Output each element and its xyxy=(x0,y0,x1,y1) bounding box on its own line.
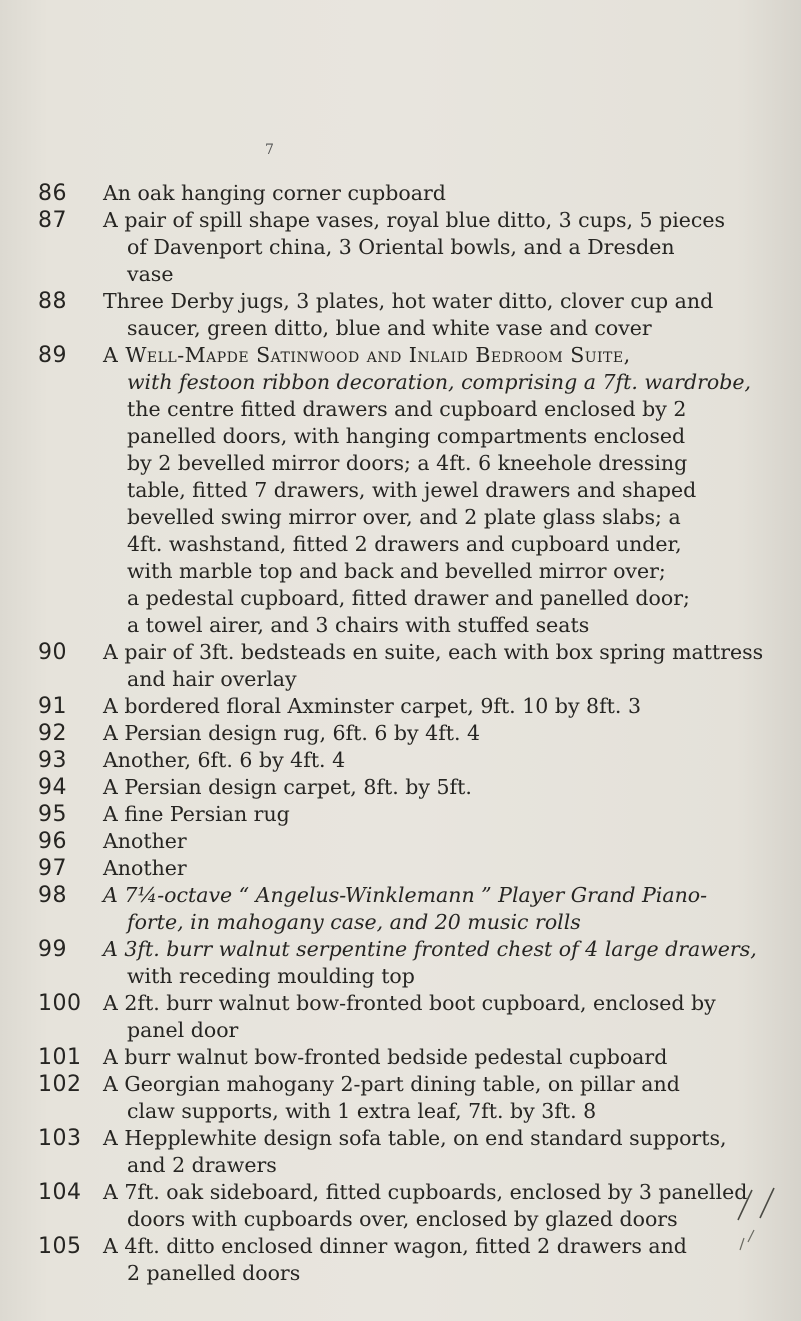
lot-line: 4ft. washstand, fitted 2 drawers and cupboard under, xyxy=(127,532,682,556)
lot-number: 99 xyxy=(38,937,67,962)
lot-number: 93 xyxy=(38,748,67,773)
lot-line: Another xyxy=(103,856,187,880)
lot-line: of Davenport china, 3 Oriental bowls, and a Dresden xyxy=(127,235,675,259)
lot-line: A pair of spill shape vases, royal blue ditto, 3 cups, 5 pieces xyxy=(103,208,726,232)
lot-line: Another xyxy=(103,829,187,853)
lot-description xyxy=(103,720,801,747)
lot-description xyxy=(103,1179,801,1233)
lot-description xyxy=(103,774,801,801)
lot-number: 101 xyxy=(38,1045,82,1070)
lot-description xyxy=(103,207,801,288)
lot-description xyxy=(103,801,801,828)
lot-line: vase xyxy=(127,262,174,286)
lot-line: panel door xyxy=(127,1018,239,1042)
lot-line: A Hepplewhite design sofa table, on end standard supports, xyxy=(103,1126,727,1150)
lot-description xyxy=(103,936,801,990)
lot-line: saucer, green ditto, blue and white vase and cover xyxy=(127,316,652,340)
lot-line: the centre fitted drawers and cupboard enclosed by 2 xyxy=(127,397,687,421)
lot-number: 96 xyxy=(38,829,67,854)
lot-description xyxy=(103,1071,801,1125)
lot-description xyxy=(103,342,801,639)
lot-number: 86 xyxy=(38,181,67,206)
lot-description xyxy=(103,288,801,342)
lot-description xyxy=(103,882,801,936)
lot-line: bevelled swing mirror over, and 2 plate glass slabs; a xyxy=(127,505,681,529)
lot-description xyxy=(103,828,801,855)
handwritten-margin-mark xyxy=(730,1180,790,1260)
lot-number: 103 xyxy=(38,1126,82,1151)
lot-line: A Persian design rug, 6ft. 6 by 4ft. 4 xyxy=(103,721,481,745)
lot-line: A bordered floral Axminster carpet, 9ft. 10 by 8ft. 3 xyxy=(103,694,641,718)
lot-line: A 2ft. burr walnut bow-fronted boot cupboard, enclosed by xyxy=(103,991,716,1015)
lot-line: panelled doors, with hanging compartments enclosed xyxy=(127,424,686,448)
lot-line: with festoon ribbon decoration, comprising a 7ft. wardrobe, xyxy=(127,370,751,394)
lot-line: A 7ft. oak sideboard, fitted cupboards, enclosed by 3 panelled xyxy=(103,1180,748,1204)
lot-number: 98 xyxy=(38,883,67,908)
lot-number: 91 xyxy=(38,694,67,719)
lot-line: and hair overlay xyxy=(127,667,297,691)
lot-line: A fine Persian rug xyxy=(103,802,290,826)
lot-number: 100 xyxy=(38,991,82,1016)
lot-line: An oak hanging corner cupboard xyxy=(103,181,446,205)
lot-line: and 2 drawers xyxy=(127,1153,277,1177)
lot-number: 104 xyxy=(38,1180,82,1205)
lot-line: Three Derby jugs, 3 plates, hot water ditto, clover cup and xyxy=(103,289,714,313)
lot-number: 92 xyxy=(38,721,67,746)
lot-line: a pedestal cupboard, fitted drawer and panelled door; xyxy=(127,586,690,610)
lot-line: by 2 bevelled mirror doors; a 4ft. 6 kneehole dressing xyxy=(127,451,688,475)
lot-description xyxy=(103,639,801,693)
lot-number: 87 xyxy=(38,208,67,233)
lot-line: forte, in mahogany case, and 20 music rolls xyxy=(127,910,581,934)
lot-line: with receding moulding top xyxy=(127,964,415,988)
lot-line: 2 panelled doors xyxy=(127,1261,301,1285)
lot-number: 89 xyxy=(38,343,67,368)
lot-line: A Well-Mapde Satinwood and Inlaid Bedroom Suite, xyxy=(103,343,631,367)
lot-line: with marble top and back and bevelled mirror over; xyxy=(127,559,666,583)
lot-number: 105 xyxy=(38,1234,82,1259)
lot-number: 94 xyxy=(38,775,67,800)
lot-line: A burr walnut bow-fronted bedside pedestal cupboard xyxy=(103,1045,668,1069)
lot-description xyxy=(103,693,801,720)
lot-line: Another, 6ft. 6 by 4ft. 4 xyxy=(103,748,346,772)
lot-line: A 3ft. burr walnut serpentine fronted chest of 4 large drawers, xyxy=(103,937,757,961)
lot-description xyxy=(103,855,801,882)
lot-line: A 7¼-octave “ Angelus-Winklemann ” Player Grand Piano- xyxy=(103,883,708,907)
lot-line: claw supports, with 1 extra leaf, 7ft. by 3ft. 8 xyxy=(127,1099,597,1123)
lot-description xyxy=(103,180,801,207)
lot-description xyxy=(103,747,801,774)
lot-number: 102 xyxy=(38,1072,82,1097)
lot-description xyxy=(103,1044,801,1071)
lot-line: A Georgian mahogany 2-part dining table, on pillar and xyxy=(103,1072,680,1096)
lot-line: a towel airer, and 3 chairs with stuffed seats xyxy=(127,613,590,637)
lot-description xyxy=(103,1125,801,1179)
lot-description xyxy=(103,1233,801,1287)
lot-line: A Persian design carpet, 8ft. by 5ft. xyxy=(103,775,472,799)
page-top-mark: 7 xyxy=(265,142,274,158)
lot-number: 95 xyxy=(38,802,67,827)
lot-line: A 4ft. ditto enclosed dinner wagon, fitted 2 drawers and xyxy=(103,1234,687,1258)
lot-number: 90 xyxy=(38,640,67,665)
lot-number: 97 xyxy=(38,856,67,881)
lot-line: A pair of 3ft. bedsteads en suite, each with box spring mattress xyxy=(103,640,764,664)
lot-description xyxy=(103,990,801,1044)
lot-line: doors with cupboards over, enclosed by glazed doors xyxy=(127,1207,678,1231)
lot-number: 88 xyxy=(38,289,67,314)
lot-line: table, fitted 7 drawers, with jewel drawers and shaped xyxy=(127,478,697,502)
